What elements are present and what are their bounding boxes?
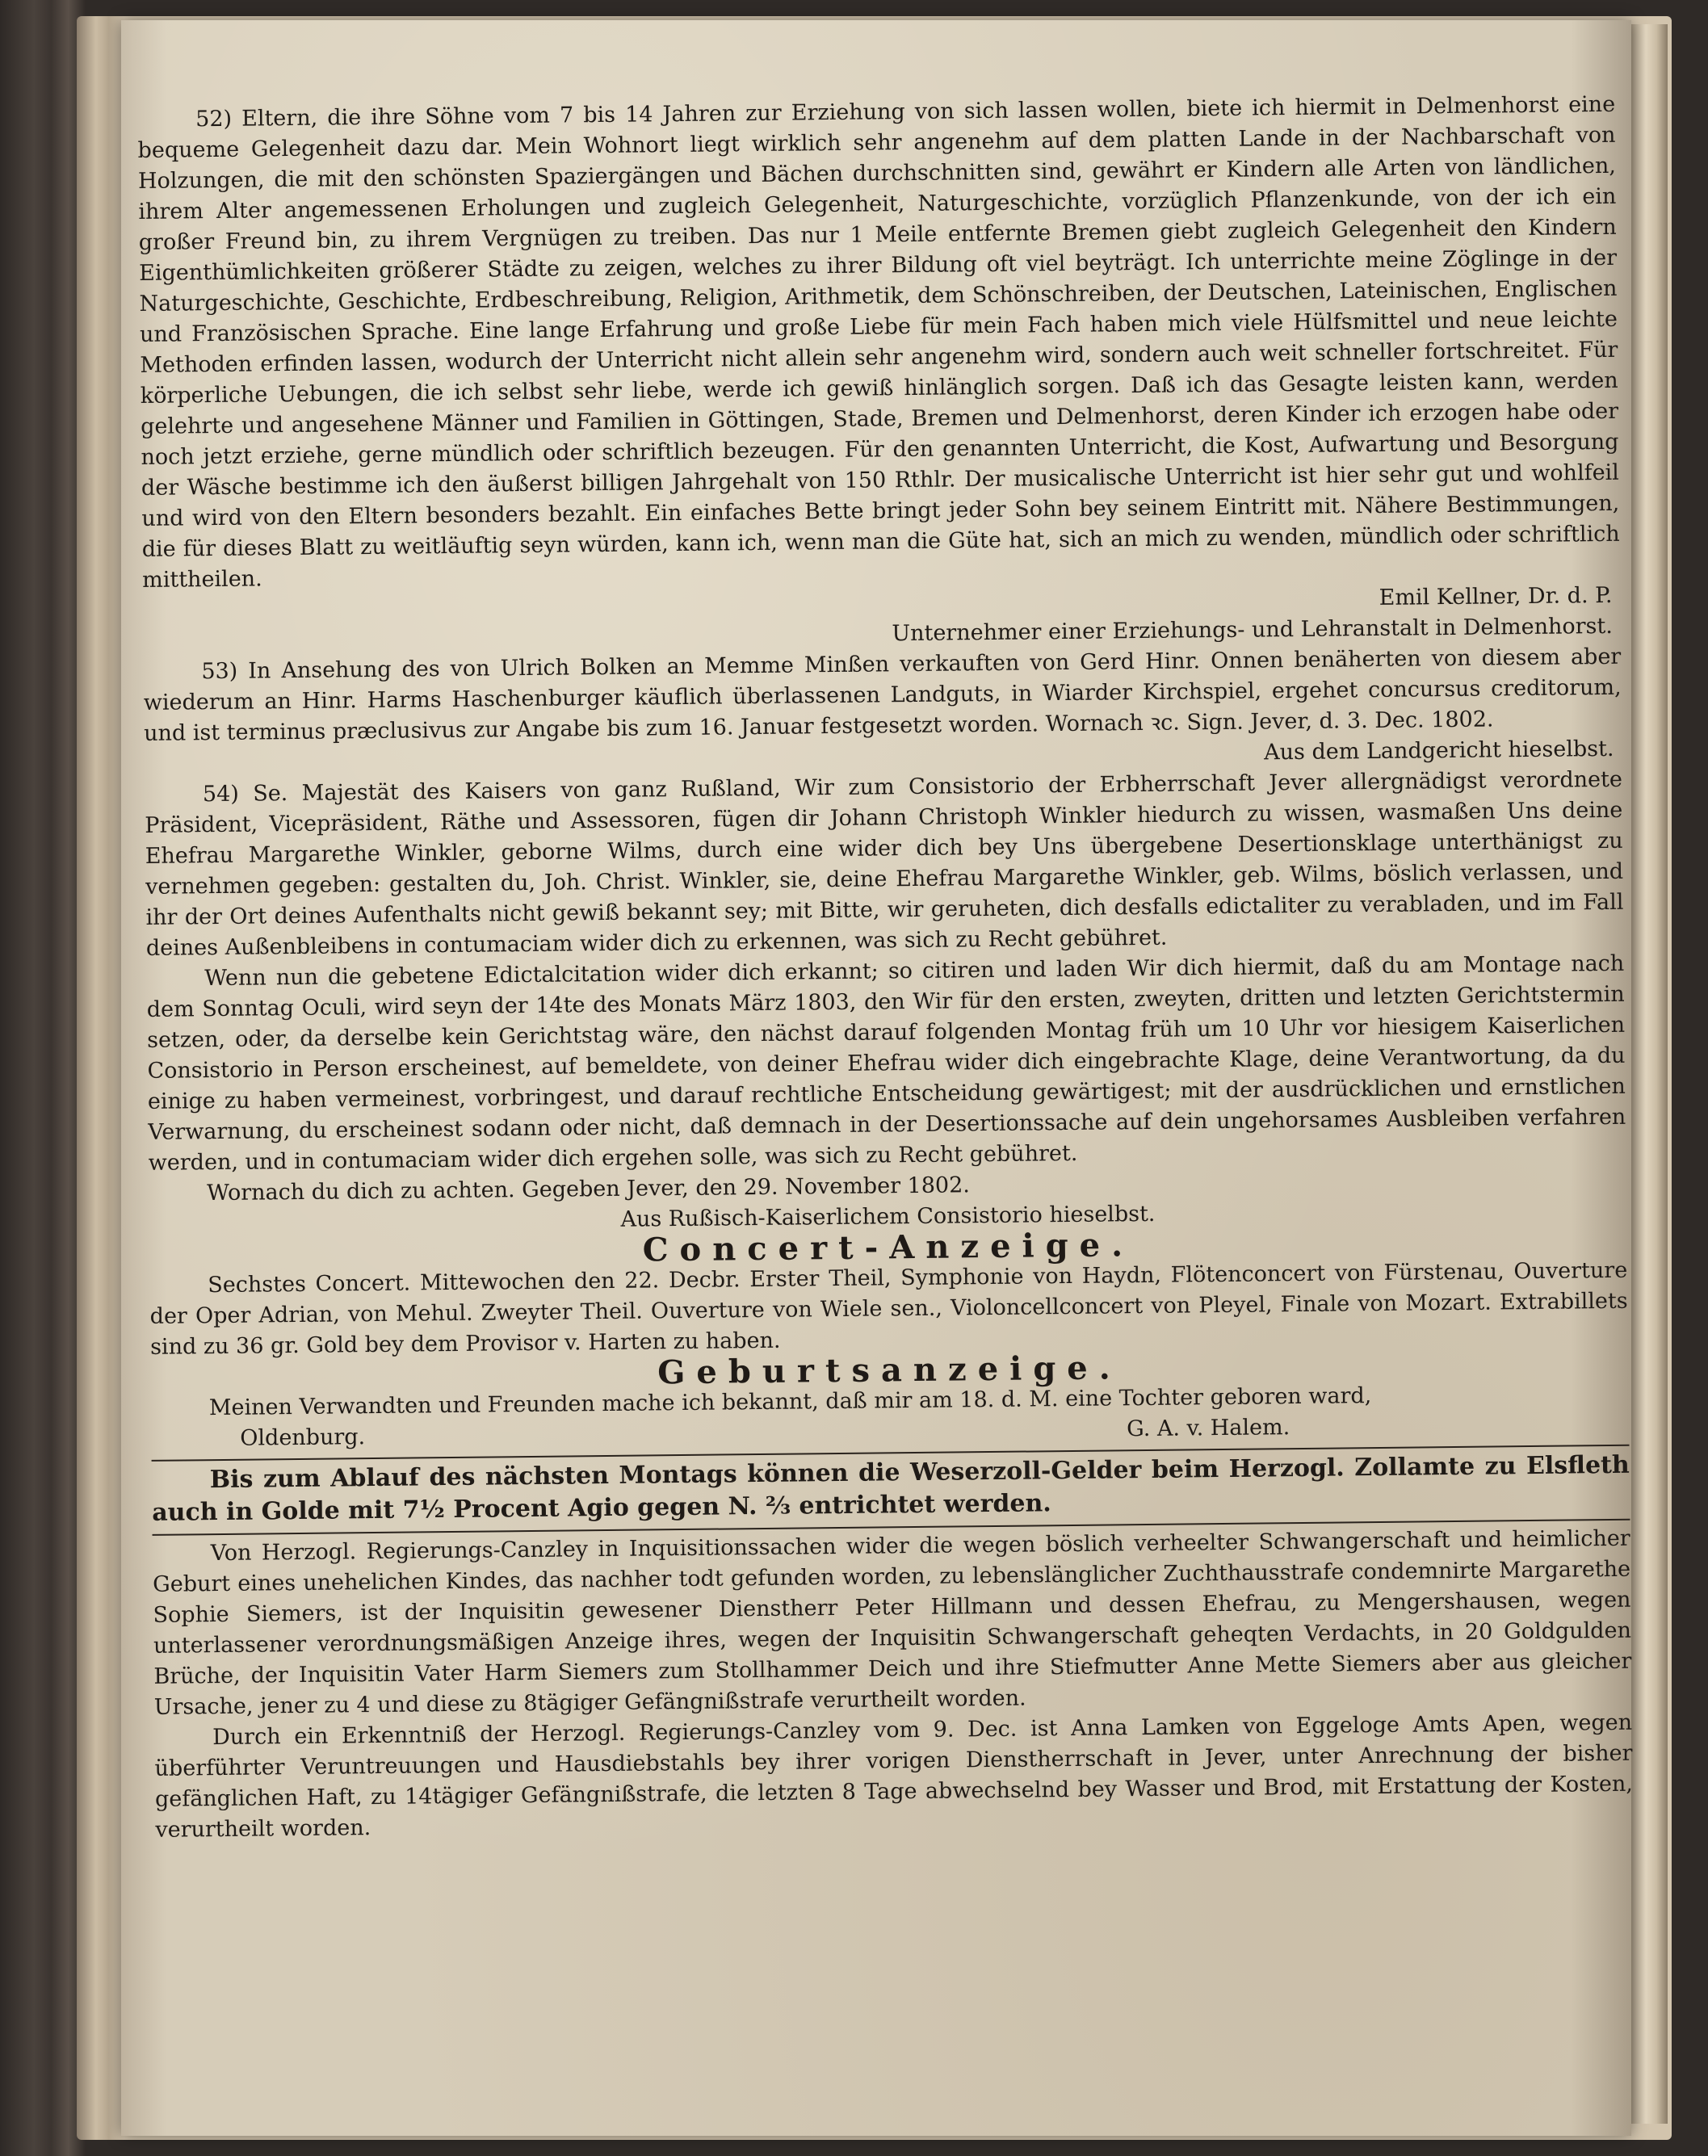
notice-54-text: 54) Se. Majestät des Kaisers von ganz Rußland, Wir zum Consistorio der Erbherrschaft Jever allergnädigst verordnete Präsident, Vicepräsident, Räthe und Assessoren, fügen dir Johann Christoph Winkler hiedurch zu wissen, wasmaßen Uns deine Ehefrau Margarethe Winkler, geborne Wilms, durch eine wider dich bey Uns übergebene Desertionsklage unterthänigst zu vernehmen gegeben: gestalten du, Joh. Christ. Winkler, sie, deine Ehefrau Margarethe Winkler, geb. Wilms, böslich verlassen, und ihr der Ort deines Aufenthalts nicht gewiß bekannt sey; mit Bitte, wir geruheten, dich desfalls edictaliter zu verabladen, und im Fall deines Außenbleibens in contumaciam wider dich zu erkennen, was sich zu Recht gebühret. bbox=[145, 766, 1624, 961]
notice-54-citation: Wenn nun die gebetene Edictalcitation wider dich erkannt; so citiren und laden Wir dich hiermit, daß du am Montage nach dem Sonntag Oculi, wird seyn der 14te des Monats März 1803, den Wir für den ersten, zweyten, dritten und letzten Gerichtstermin setzen, oder, da derselbe kein Gerichtstag wäre, den nächst darauf folgenden Montag früh um 10 Uhr vor hiesigem Kaiserlichen Consistorio in Person erscheinest, auf bemeldete, von deiner Ehefrau wider dich eingebrachte Klage, deine Verantwortung, da du einige zu haben vermeinest, vorbringest, und darauf rechtliche Entscheidung gewärtigest; mit der ausdrücklichen und ernstlichen Verwarnung, du erscheinest sodann oder nicht, daß demnach in der Desertionssache auf dein ungehorsames Ausbleiben verfahren werden, und in contumaciam wider dich ergehen solle, was sich zu Recht gebühret. bbox=[146, 950, 1626, 1176]
birth-place: Oldenburg. bbox=[240, 1424, 366, 1451]
notice-52-signature-role: Unternehmer einer Erziehungs- und Lehranstalt in Delmenhorst. bbox=[892, 613, 1614, 647]
birth-signature: G. A. v. Halem. bbox=[1126, 1415, 1290, 1442]
notice-52-text: 52) Eltern, die ihre Söhne vom 7 bis 14 Jahren zur Erziehung von sich lassen wollen, biete ich hiermit in Delmenhorst eine bequeme Gelegenheit dazu dar. Mein Wohnort liegt wirklich sehr angenehm auf dem platten Lande in der Nachbarschaft von Holzungen, die mit den schönsten Spaziergängen und Bächen durchschnitten sind, gewährt er Kindern alle Arten von ländlichen, ihrem Alter angemessenen Erholungen und zugleich Gelegenheit, Naturgeschichte, vorzüglich Pflanzenkunde, von der ich ein großer Freund bin, zu ihrem Vergnügen zu treiben. Das nur 1 Meile entfernte Bremen giebt zugleich Gelegenheit den Kindern Eigenthümlichkeiten größerer Städte zu zeigen, welches zu ihrer Bildung oft viel beyträgt. Ich unterrichte meine Zöglinge in der Naturgeschichte, Geschichte, Erdbeschreibung, Religion, Arithmetik, dem Schönschreiben, der Deutschen, Lateinischen, Englischen und Französischen Sprache. Eine lange Erfahrung und große Liebe für mein Fach haben mich viele Hülfsmittel und neue leichte Methoden erfinden lassen, wodurch der Unterricht nicht allein sehr angenehm wird, sondern auch weit schneller fortschreitet. Für körperliche Uebungen, die ich selbst sehr liebe, werde ich gewiß hinlänglich sorgen. Daß ich das Gesagte leisten kann, werden gelehrte und angesehene Männer und Familien in Göttingen, Stade, Bremen und Delmenhorst, deren Kinder ich erzogen habe oder noch jetzt erziehe, gerne mündlich oder schriftlich bezeugen. Für den genannten Unterricht, die Kost, Aufwartung und Besorgung der Wäsche bestimme ich den äußerst billigen Jahrgehalt von 150 Rthlr. Der musicalische Unterricht ist hier sehr gut und wohlfeil und wird von den Eltern besonders bezahlt. Ein einfaches Bette bringt jeder Sohn bey seinem Eintritt mit. Nähere Bestimmungen, die für dieses Blatt zu weitläuftig seyn würden, kann ich, wenn man die Güte hat, sich an mich zu wenden, mündlich oder schriftlich mittheilen. bbox=[137, 91, 1620, 593]
weserzoll-notice: Bis zum Ablauf des nächsten Montags können die Weserzoll-Gelder beim Herzogl. Zollamte zu Elsfleth auch in Golde mit 7½ Procent Agio gegen N. ⅔ entrichtet werden. bbox=[152, 1450, 1630, 1527]
page-edge bbox=[1631, 24, 1668, 2124]
notice-54-closing: Wornach du dich zu achten. Gegeben Jever, den 29. November 1802. bbox=[206, 1172, 971, 1206]
notice-53-signature: Aus dem Landgericht hieselbst. bbox=[1264, 736, 1614, 766]
notice-54-signature: Aus Rußisch-Kaiserlichem Consistorio hieselbst. bbox=[620, 1201, 1156, 1232]
concert-text: Sechstes Concert. Mittewochen den 22. Decbr. Erster Theil, Symphonie von Haydn, Flötenconcert von Fürstenau, Ouverture der Oper Adrian, von Mehul. Zweyter Theil. Ouverture von Wiele sen., Violoncellconcert von Pleyel, Finale von Mozart. Extrabillets sind zu 36 gr. Gold bey dem Provisor v. Harten zu haben. bbox=[149, 1257, 1628, 1360]
birth-heading: Geburtsanzeige. bbox=[657, 1349, 1122, 1392]
notice-53-text: 53) In Ansehung des von Ulrich Bolken an Memme Minßen verkauften von Gerd Hinr. Onnen benäherten von diesem aber wiederum an Hinr. Harms Haschenburger käuflich überlassenen Landguts, in Wiarder Kirchspiel, ergehet concursus creditorum, und ist terminus præclusivus zur Angabe bis zum 16. Januar festgesetzt worden. Wornach ꝛc. Sign. Jever, d. 3. Dec. 1802. bbox=[143, 644, 1622, 746]
concert-heading: Concert-Anzeige. bbox=[642, 1226, 1135, 1269]
court-notice-2: Durch ein Erkenntniß der Herzogl. Regierungs-Canzley vom 9. Dec. ist Anna Lamken von Eggeloge Amts Apen, wegen überführter Veruntreuungen und Hausdiebstahls bey ihrer vorigen Dienstherrschaft in Jever, unter Anrechnung der bisher gefänglichen Haft, zu 14tägiger Gefängnißstrafe, die letzten 8 Tage abwechselnd bey Wasser und Brod, mit Erstattung der Kosten, verurtheilt worden. bbox=[154, 1709, 1634, 1843]
notice-52-signature: Emil Kellner, Dr. d. P. bbox=[1379, 582, 1613, 610]
page-text bbox=[137, 90, 1633, 1846]
court-notice-1: Von Herzogl. Regierungs-Canzley in Inquisitionssachen wider die wegen böslich verheelter Schwangerschaft und heimlicher Geburt eines unehelichen Kindes, das nachher todt gefunden worden, zu lebenslänglicher Zuchthausstrafe condemnirte Margarethe Sophie Siemers, ist der Inquisitin gewesener Dienstherr Peter Hillmann und dessen Ehefrau, zu Mengershausen, wegen unterlassener verordnungsmäßigen Anzeige ihres, wegen der Inquisitin Schwangerschaft geheqten Verdachts, in 20 Goldgulden Brüche, der Inquisitin Vater Harm Siemers zum Stollhammer Deich und ihre Stiefmutter Anne Mette Siemers aber aus gleicher Ursache, jener zu 4 und diese zu 8tägiger Gefängnißstrafe verurtheilt worden. bbox=[153, 1525, 1632, 1720]
birth-text: Meinen Verwandten und Freunden mache ich bekannt, daß mir am 18. d. M. eine Tochter geboren ward, bbox=[208, 1383, 1372, 1421]
